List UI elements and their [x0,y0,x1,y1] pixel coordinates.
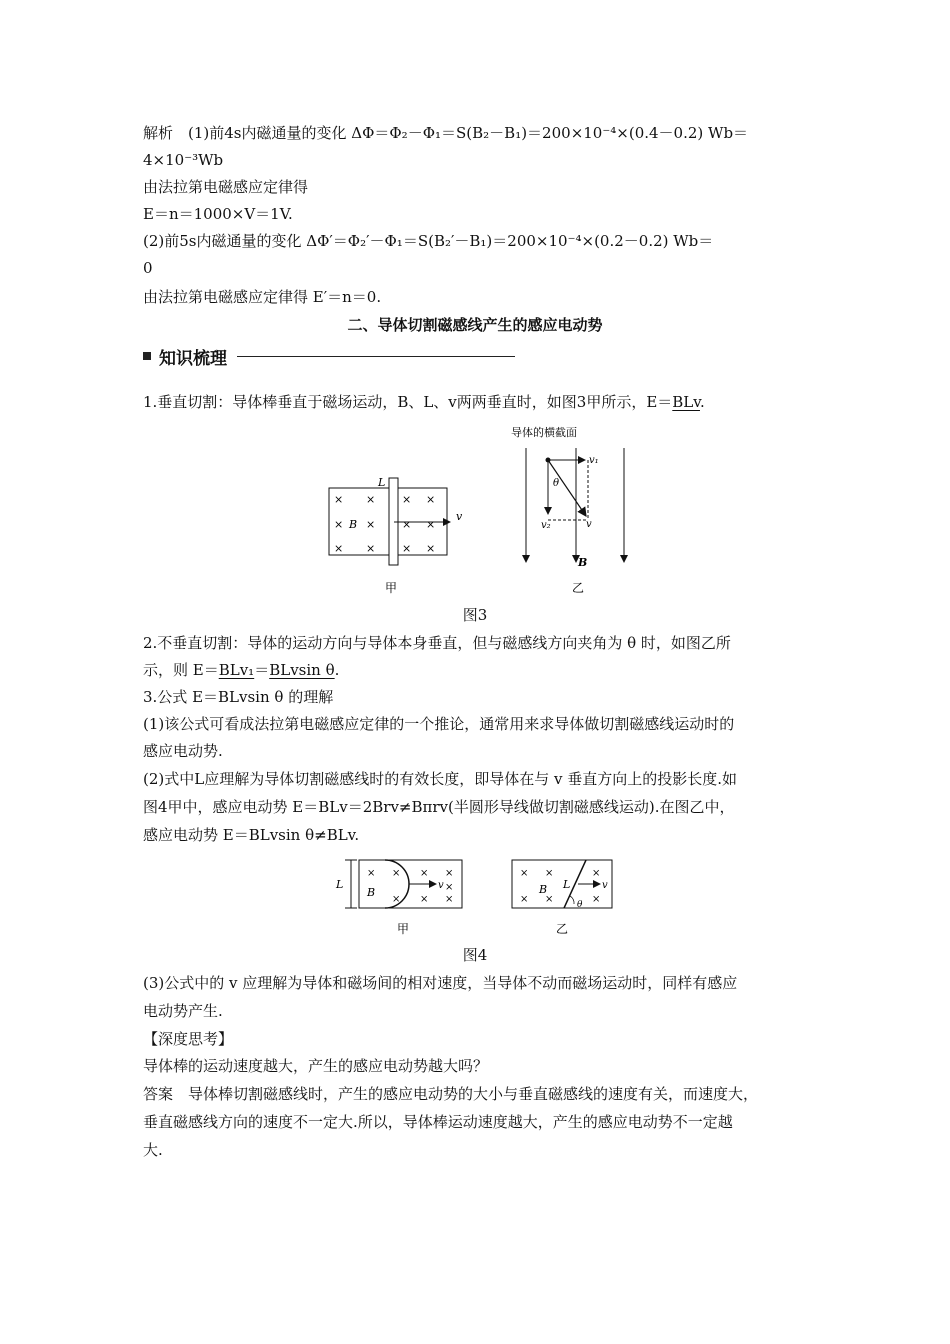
item-3-p1-a: (1)该公式可看成法拉第电磁感应定律的一个推论，通常用来求导体做切割磁感线运动时的 [143,715,735,733]
figure-3-caption: 图3 [462,606,488,624]
item-2-answer-2: BLvsin θ [269,661,335,679]
label-v2: v₂ [541,520,551,531]
label-yi-fig4: 乙 [556,922,569,936]
item-1-answer: BLv [672,393,700,411]
solution-line-5: (2)前5s内磁通量的变化 ΔΦ′＝Φ₂′－Φ₁＝S(B₂′－B₁)＝200×10⁻⁴×(0.2－0.2) Wb＝ [143,232,714,250]
label-jia-fig4: 甲 [397,922,410,936]
svg-text:×: × [334,493,344,506]
deep-think-answer-3: 大. [143,1141,163,1159]
label-v-yi: v [586,519,592,530]
svg-text:×: × [426,518,436,531]
item-2-answer-1: BLv₁ [218,661,255,679]
svg-text:×: × [426,493,436,506]
angle-arc [570,896,574,904]
deep-think-answer-1: 答案 导体棒切割磁感线时，产生的感应电动势的大小与垂直磁感线的速度有关，而速度大， [143,1085,759,1103]
item-3-p2-c: 感应电动势 E＝BLvsin θ≠BLv. [143,826,360,844]
item-1-end: . [699,393,705,411]
svg-text:×: × [420,894,429,905]
label-B-jia: B [349,518,358,531]
label-theta-fig3: θ [553,478,560,489]
svg-text:×: × [366,493,376,506]
label-L-jia: L [378,476,386,489]
svg-text:×: × [426,542,436,555]
item-3-p2-a: (2)式中L应理解为导体切割磁感线时的有效长度，即导体在与 v 垂直方向上的投影长度.如 [143,770,737,788]
section-title: 二、导体切割磁感线产生的感应电动势 [347,316,603,334]
svg-text:×: × [520,868,529,879]
item-1-text: 1.垂直切割：导体棒垂直于磁场运动，B、L、v两两垂直时，如图3甲所示，E＝ [143,393,673,411]
label-v1: v₁ [589,455,599,466]
label-B-yi: B [578,556,588,569]
solution-line-7: 由法拉第电磁感应定律得 E′＝n＝0. [143,288,382,306]
solution-line-3: 由法拉第电磁感应定律得 [143,178,309,196]
solution-line-6: 0 [143,259,153,277]
svg-text:×: × [402,518,412,531]
svg-text:×: × [445,868,454,879]
item-2-line-2: 示，则 E＝BLv₁＝BLvsin θ. [143,661,340,679]
solution-line-4: E＝n＝1000×V＝1V. [143,205,293,223]
svg-text:×: × [520,894,529,905]
svg-text:×: × [402,493,412,506]
figure-4-caption: 图4 [462,946,488,964]
label-v-jia: v [456,510,463,523]
svg-text:×: × [392,868,401,879]
deep-think-answer-2: 垂直磁感线方向的速度不一定大.所以，导体棒运动速度越大，产生的感应电动势不一定越 [143,1113,733,1131]
svg-text:×: × [545,894,554,905]
deep-think-question: 导体棒的运动速度越大，产生的感应电动势越大吗？ [143,1057,489,1075]
item-3-p3-b: 电动势产生. [143,1002,223,1020]
solution-line-2: 4×10⁻³Wb [143,151,224,169]
item-3-p1-b: 感应电动势. [143,742,223,760]
label-jia-fig3: 甲 [385,581,398,595]
label-L-fig4-yi: L [563,878,571,891]
svg-text:×: × [592,894,601,905]
svg-text:×: × [392,894,401,905]
solution-line-1: 解析 (1)前4s内磁通量的变化 ΔΦ＝Φ₂－Φ₁＝S(B₂－B₁)＝200×10⁻⁴×(0.4－0.2) Wb＝ [143,124,749,142]
item-2-line-1: 2.不垂直切割：导体的运动方向与导体本身垂直，但与磁感线方向夹角为 θ 时，如图乙所 [143,634,731,652]
label-L-fig4-jia: L [336,878,344,891]
knowledge-header-title: 知识梳理 [159,348,227,369]
label-v-fig4-jia: v [438,880,444,891]
svg-text:×: × [592,868,601,879]
item-3-p2-b: 图4甲中，感应电动势 E＝BLv＝2Brv≠Bπrv(半圆形导线做切割磁感线运动).在图乙中， [143,798,735,816]
label-B-fig4-jia: B [367,886,376,899]
label-theta-fig4: θ [577,900,583,910]
svg-text:×: × [402,542,412,555]
svg-text:×: × [445,894,454,905]
svg-text:×: × [545,868,554,879]
svg-text:×: × [366,542,376,555]
item-3-p3-a: (3)公式中的 v 应理解为导体和磁场间的相对速度，当导体不动而磁场运动时，同样有感应 [143,974,738,992]
label-B-fig4-yi: B [539,883,548,896]
svg-text:×: × [445,882,454,893]
svg-text:×: × [367,868,376,879]
svg-text:×: × [334,518,344,531]
cross-section-label: 导体的横截面 [511,426,577,439]
label-v-fig4-yi: v [602,880,608,891]
item-3-title: 3.公式 E＝BLvsin θ 的理解 [143,688,334,706]
label-yi-fig3: 乙 [572,581,585,595]
svg-text:×: × [366,518,376,531]
svg-text:×: × [420,868,429,879]
field-crosses-fig4-yi [520,868,600,905]
svg-text:×: × [334,542,344,555]
deep-think-title: 【深度思考】 [143,1030,234,1048]
